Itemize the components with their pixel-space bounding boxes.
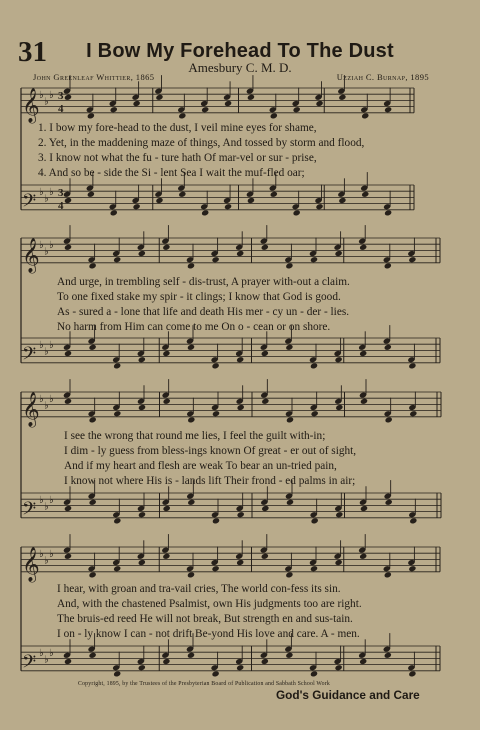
lyric-line: I dim - ly guess from bless-ings known Of great - er out of sight, bbox=[64, 445, 357, 457]
note-head bbox=[236, 664, 244, 671]
note-head bbox=[261, 505, 269, 512]
note-head bbox=[384, 209, 392, 216]
note-head bbox=[89, 652, 97, 659]
note-head bbox=[385, 416, 393, 423]
note-head bbox=[64, 505, 72, 512]
note-head bbox=[138, 664, 146, 671]
lyric-line: The bruis-ed reed He will not break, But strength en and sus-tain. bbox=[57, 613, 353, 625]
note-head bbox=[113, 565, 121, 572]
note-head bbox=[361, 112, 369, 119]
note-head bbox=[261, 658, 269, 665]
note-head bbox=[335, 664, 343, 671]
note-head bbox=[311, 410, 319, 417]
flat-sign: ♭ bbox=[39, 495, 44, 507]
flat-sign: ♭ bbox=[49, 340, 54, 352]
hymn-number: 31 bbox=[18, 36, 47, 68]
time-signature: 3 bbox=[58, 187, 64, 199]
flat-sign: ♭ bbox=[49, 495, 54, 507]
note-head bbox=[138, 250, 146, 257]
note-head bbox=[237, 404, 245, 411]
flat-sign: ♭ bbox=[49, 549, 54, 561]
note-head bbox=[384, 344, 392, 351]
note-head bbox=[64, 350, 72, 357]
note-head bbox=[138, 559, 146, 566]
note-head bbox=[293, 209, 301, 216]
flat-sign: ♭ bbox=[49, 240, 54, 252]
note-head bbox=[155, 197, 163, 204]
note-head bbox=[384, 652, 392, 659]
treble-clef: 𝄞 bbox=[22, 87, 40, 123]
note-head bbox=[133, 203, 141, 210]
note-head bbox=[89, 262, 97, 269]
note-head bbox=[224, 203, 232, 210]
note-head bbox=[335, 404, 343, 411]
flat-sign: ♭ bbox=[44, 501, 49, 513]
note-head bbox=[359, 553, 367, 560]
note-head bbox=[236, 250, 244, 257]
note-head bbox=[384, 106, 392, 113]
treble-clef: 𝄞 bbox=[22, 237, 40, 273]
note-head bbox=[285, 571, 293, 578]
note-head bbox=[212, 565, 220, 572]
note-head bbox=[270, 191, 278, 198]
lyric-line: 3. I know not what the fu - ture hath Of mar-vel or sur - prise, bbox=[38, 152, 317, 164]
note-head bbox=[236, 356, 244, 363]
flat-sign: ♭ bbox=[39, 648, 44, 660]
lyric-line: And if my heart and flesh are weak To bear an un-tried pain, bbox=[64, 460, 337, 472]
note-head bbox=[64, 197, 72, 204]
note-head bbox=[64, 244, 72, 251]
note-head bbox=[138, 511, 146, 518]
note-head bbox=[201, 209, 209, 216]
note-head bbox=[360, 398, 368, 405]
note-head bbox=[89, 499, 97, 506]
note-head bbox=[384, 262, 392, 269]
note-head bbox=[247, 94, 255, 101]
note-head bbox=[224, 100, 232, 107]
treble-clef: 𝄞 bbox=[22, 546, 40, 582]
note-head bbox=[261, 244, 269, 251]
note-head bbox=[89, 571, 97, 578]
note-head bbox=[64, 658, 72, 665]
note-head bbox=[286, 416, 294, 423]
note-head bbox=[162, 244, 170, 251]
note-head bbox=[359, 244, 367, 251]
note-head bbox=[384, 571, 392, 578]
bass-clef: 𝄢 bbox=[22, 343, 37, 369]
note-head bbox=[285, 344, 293, 351]
note-head bbox=[113, 410, 121, 417]
note-head bbox=[162, 350, 170, 357]
note-head bbox=[361, 191, 369, 198]
flat-sign: ♭ bbox=[49, 648, 54, 660]
note-head bbox=[64, 398, 72, 405]
flat-sign: ♭ bbox=[44, 654, 49, 666]
note-head bbox=[113, 517, 121, 524]
note-head bbox=[293, 106, 301, 113]
flat-sign: ♭ bbox=[44, 96, 49, 108]
note-head bbox=[310, 670, 318, 677]
lyric-line: 4. And so be - side the Si - lent Sea I wait the muf-fled oar; bbox=[38, 167, 305, 179]
flat-sign: ♭ bbox=[39, 90, 44, 102]
note-head bbox=[335, 511, 343, 518]
note-head bbox=[359, 350, 367, 357]
note-head bbox=[335, 356, 343, 363]
flat-sign: ♭ bbox=[39, 240, 44, 252]
note-head bbox=[335, 559, 343, 566]
note-head bbox=[310, 256, 318, 263]
note-head bbox=[187, 344, 195, 351]
note-head bbox=[178, 112, 186, 119]
time-signature: 3 bbox=[58, 90, 64, 102]
note-head bbox=[310, 362, 318, 369]
note-head bbox=[408, 670, 416, 677]
composer-credit: Uzziah C. Burnap, 1895 bbox=[336, 72, 429, 82]
tune-name: Amesbury C. M. D. bbox=[188, 60, 292, 75]
lyric-line: I hear, with groan and tra-vail cries, The world con-fess its sin. bbox=[57, 583, 341, 595]
lyric-line: And, with the chastened Psalmist, own His judgments too are right. bbox=[57, 598, 362, 610]
note-head bbox=[315, 203, 323, 210]
hymn-title: I Bow My Forehead To The Dust bbox=[86, 40, 394, 62]
note-head bbox=[236, 559, 244, 566]
topic-label: God's Guidance and Care bbox=[276, 688, 420, 702]
flat-sign: ♭ bbox=[39, 394, 44, 406]
flat-sign: ♭ bbox=[39, 340, 44, 352]
note-head bbox=[133, 100, 141, 107]
lyric-line: And urge, in trembling self - dis-trust, A prayer with-out a claim. bbox=[57, 276, 350, 288]
lyric-line: I know not where His is - lands lift Their frond - ed palms in air; bbox=[64, 475, 356, 487]
flat-sign: ♭ bbox=[49, 90, 54, 102]
note-head bbox=[187, 499, 195, 506]
lyric-line: 1. I bow my fore-head to the dust, I veil mine eyes for shame, bbox=[38, 122, 317, 134]
note-head bbox=[89, 416, 97, 423]
note-head bbox=[138, 404, 146, 411]
note-head bbox=[163, 505, 171, 512]
flat-sign: ♭ bbox=[39, 549, 44, 561]
note-head bbox=[261, 553, 269, 560]
note-head bbox=[237, 511, 245, 518]
note-head bbox=[261, 398, 269, 405]
note-head bbox=[155, 94, 163, 101]
note-head bbox=[201, 106, 209, 113]
note-head bbox=[110, 209, 118, 216]
note-head bbox=[409, 410, 417, 417]
lyric-line: 2. Yet, in the maddening maze of things, And tossed by storm and flood, bbox=[38, 137, 365, 149]
note-head bbox=[247, 197, 255, 204]
note-head bbox=[187, 571, 195, 578]
note-head bbox=[162, 658, 170, 665]
flat-sign: ♭ bbox=[39, 187, 44, 199]
note-head bbox=[187, 262, 195, 269]
flat-sign: ♭ bbox=[44, 193, 49, 205]
note-head bbox=[212, 410, 220, 417]
note-head bbox=[409, 517, 417, 524]
bass-clef: 𝄢 bbox=[22, 651, 37, 677]
note-head bbox=[113, 256, 121, 263]
note-head bbox=[270, 112, 278, 119]
note-head bbox=[335, 250, 343, 257]
note-head bbox=[187, 416, 195, 423]
flat-sign: ♭ bbox=[44, 246, 49, 258]
note-head bbox=[385, 499, 393, 506]
flat-sign: ♭ bbox=[44, 555, 49, 567]
note-head bbox=[110, 106, 118, 113]
note-head bbox=[212, 256, 220, 263]
note-head bbox=[285, 652, 293, 659]
note-head bbox=[408, 565, 416, 572]
note-head bbox=[286, 499, 294, 506]
note-head bbox=[285, 262, 293, 269]
bass-clef: 𝄢 bbox=[22, 498, 37, 524]
note-head bbox=[113, 362, 121, 369]
note-head bbox=[338, 94, 346, 101]
lyric-line: I see the wrong that round me lies, I feel the guilt with-in; bbox=[64, 430, 326, 442]
treble-clef: 𝄞 bbox=[22, 391, 40, 427]
bass-clef: 𝄢 bbox=[22, 190, 37, 216]
note-head bbox=[162, 553, 170, 560]
note-head bbox=[310, 565, 318, 572]
note-head bbox=[311, 517, 319, 524]
lyric-line: No harm from Him can come to me On o - cean or on shore. bbox=[57, 321, 331, 333]
flat-sign: ♭ bbox=[44, 346, 49, 358]
note-head bbox=[187, 652, 195, 659]
note-head bbox=[64, 94, 72, 101]
note-head bbox=[113, 670, 121, 677]
note-head bbox=[359, 658, 367, 665]
lyric-line: I on - ly know I can - not drift Be-yond His love and care. A - men. bbox=[57, 628, 360, 640]
note-head bbox=[89, 344, 97, 351]
note-head bbox=[64, 553, 72, 560]
note-head bbox=[261, 350, 269, 357]
note-head bbox=[315, 100, 323, 107]
note-head bbox=[408, 362, 416, 369]
flat-sign: ♭ bbox=[49, 394, 54, 406]
note-head bbox=[87, 112, 95, 119]
note-head bbox=[178, 191, 186, 198]
flat-sign: ♭ bbox=[49, 187, 54, 199]
lyric-line: As - sured a - lone that life and death His mer - cy un - der - lies. bbox=[57, 306, 350, 318]
note-head bbox=[87, 191, 95, 198]
note-head bbox=[408, 256, 416, 263]
note-head bbox=[212, 517, 220, 524]
note-head bbox=[138, 356, 146, 363]
time-signature: 4 bbox=[58, 103, 64, 115]
note-head bbox=[212, 670, 220, 677]
author-credit: John Greenleaf Whittier, 1865 bbox=[33, 72, 155, 82]
copyright-notice: Copyright, 1895, by the Trustees of the Presbyterian Board of Publication and Sabbath School Work bbox=[78, 681, 330, 687]
note-head bbox=[163, 398, 171, 405]
lyric-line: To one fixed stake my spir - it clings; I know that God is good. bbox=[57, 291, 341, 303]
flat-sign: ♭ bbox=[44, 400, 49, 412]
time-signature: 4 bbox=[58, 200, 64, 212]
note-head bbox=[212, 362, 220, 369]
note-head bbox=[360, 505, 368, 512]
note-head bbox=[338, 197, 346, 204]
